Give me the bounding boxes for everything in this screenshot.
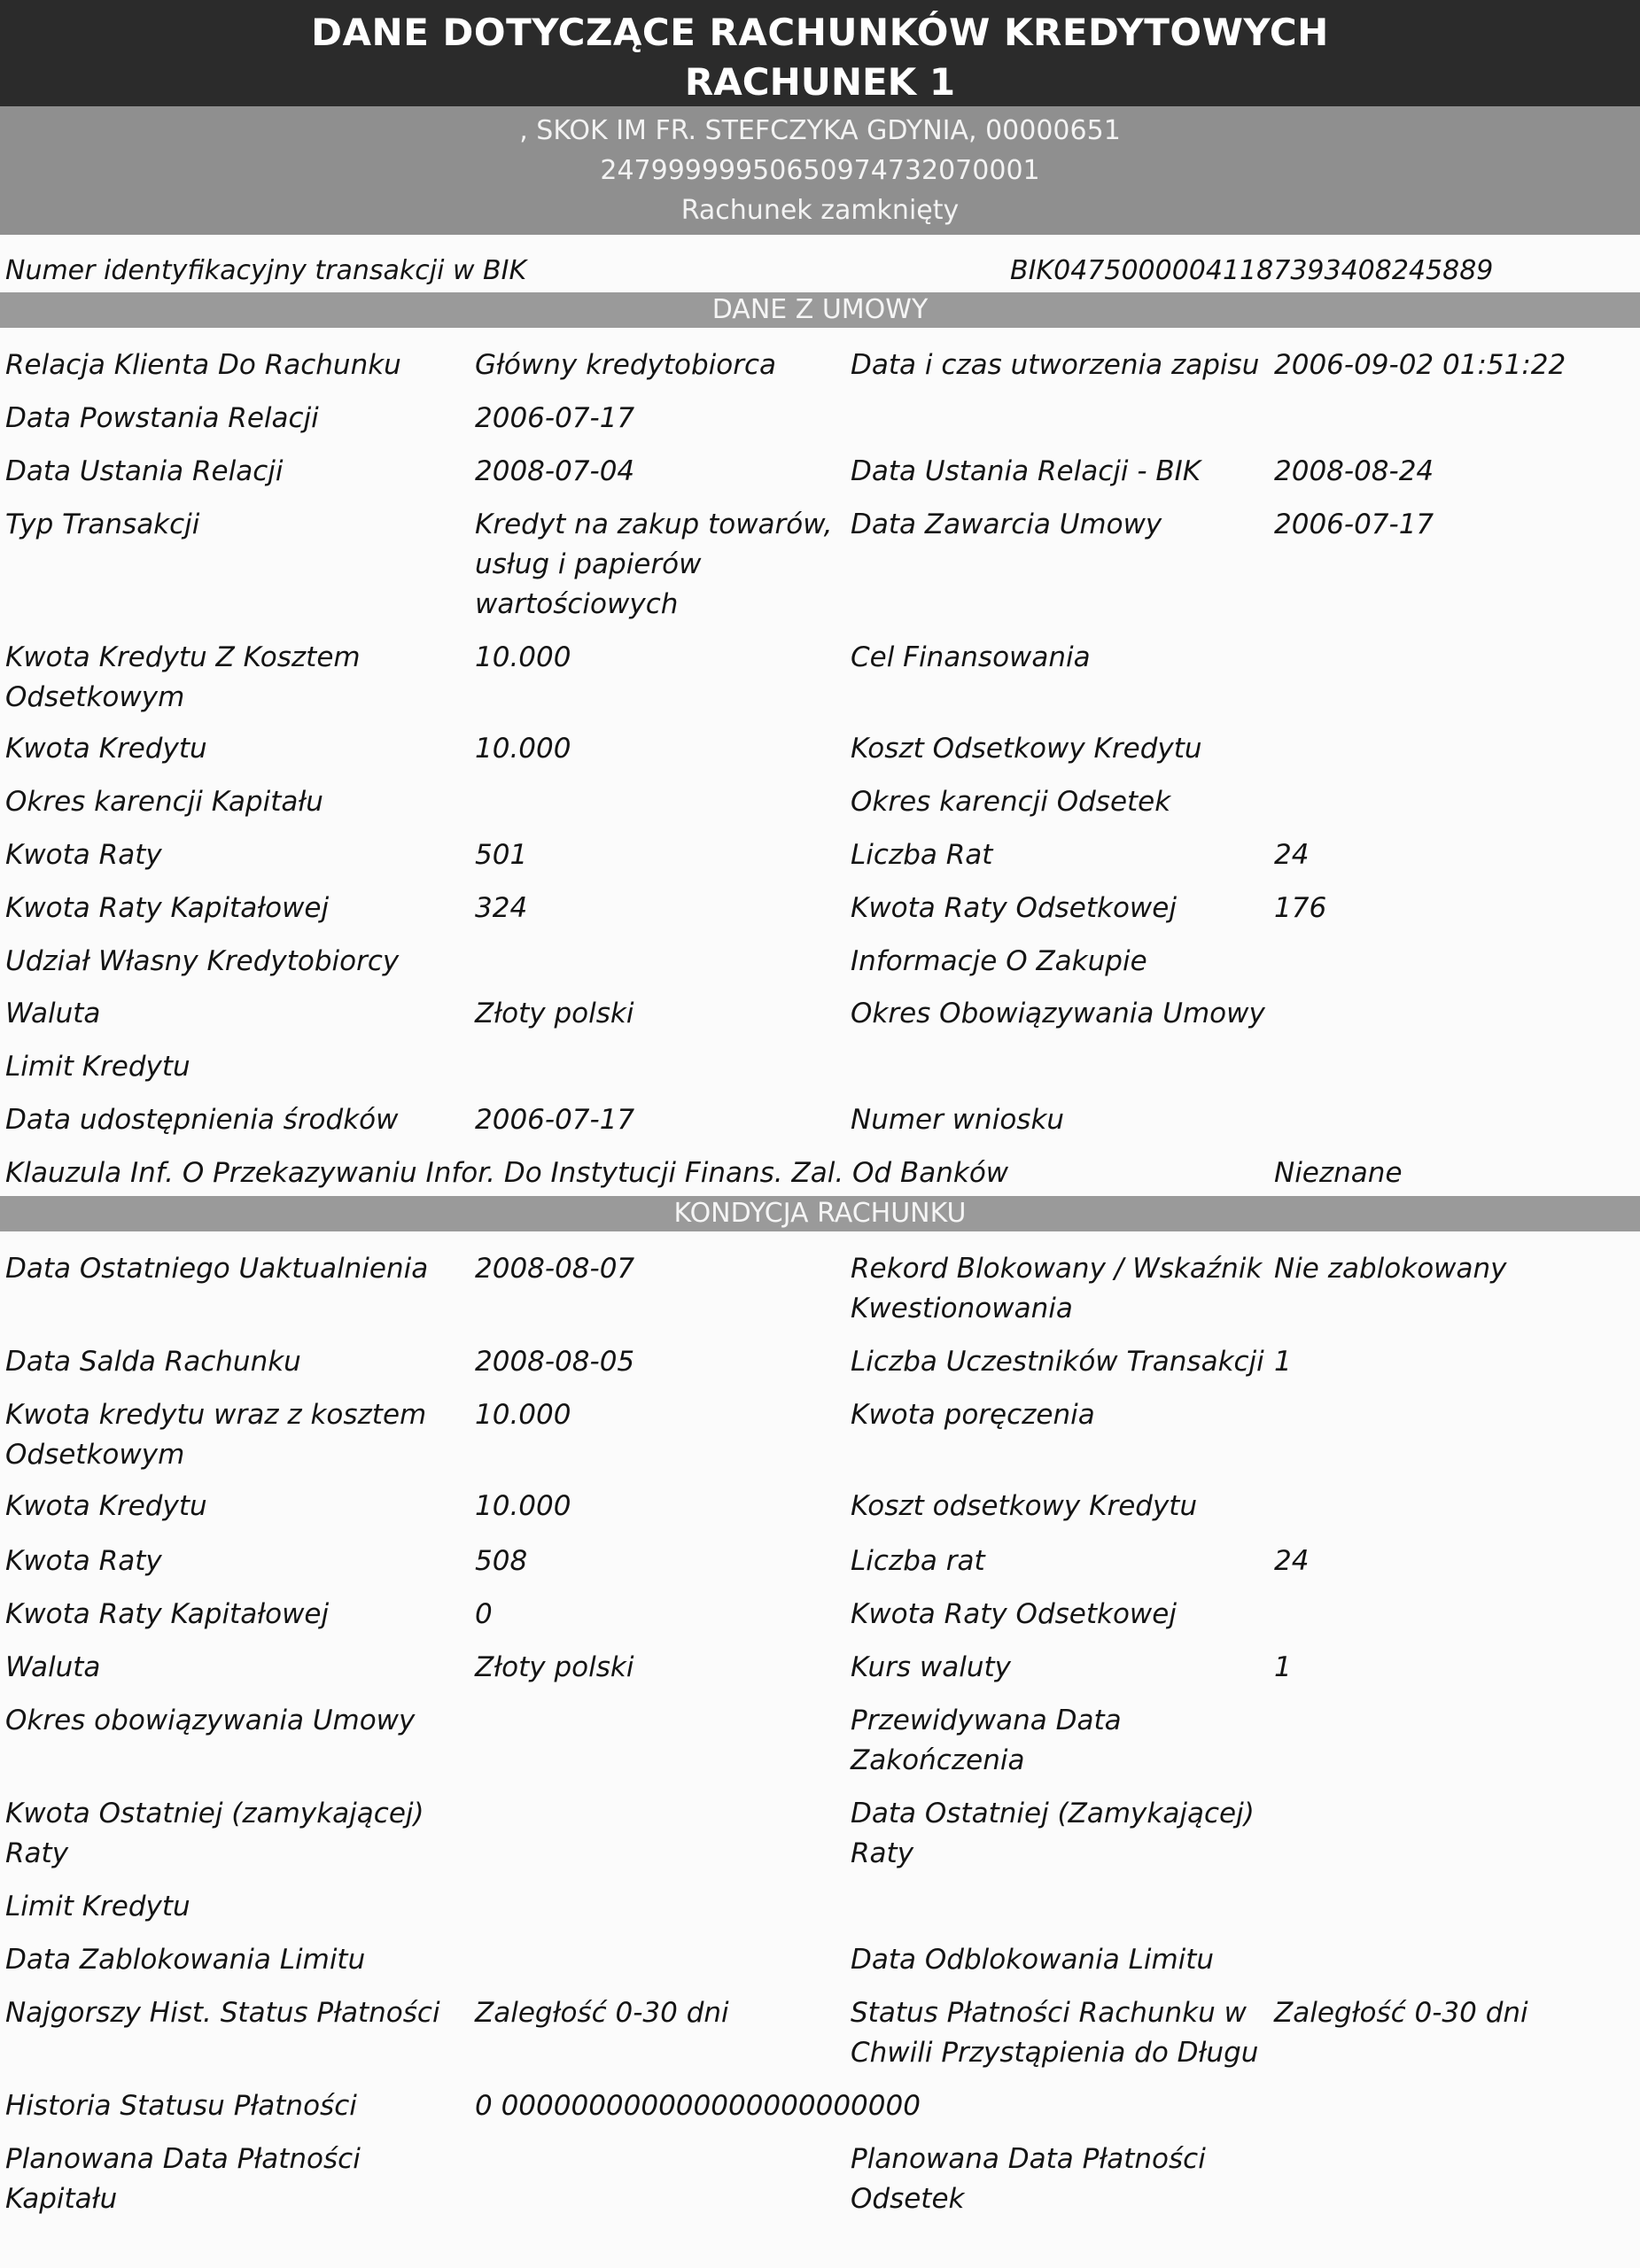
field-label: Data Ustania Relacji - BIK xyxy=(851,455,1201,487)
field-label: Data i czas utworzenia zapisu xyxy=(851,349,1260,381)
field-label: Liczba rat xyxy=(851,1545,985,1577)
bik-value: BIK04750000041187393408245889 xyxy=(1010,255,1494,286)
field-label: Liczba Rat xyxy=(851,839,993,871)
field-label: Najgorszy Hist. Status Płatności xyxy=(5,1997,440,2029)
field-label: Data Ostatniej (Zamykającej) Raty xyxy=(851,1798,1255,1869)
field-label: Przewidywana Data Zakończenia xyxy=(851,1705,1122,1776)
field-value: 508 xyxy=(475,1545,528,1577)
field-label: Okres karencji Kapitału xyxy=(5,786,323,818)
field-label: Limit Kredytu xyxy=(5,1891,190,1922)
field-label: Kwota Raty xyxy=(5,1545,162,1577)
field-label: Kwota Raty Odsetkowej xyxy=(851,892,1177,924)
field-value: 10.000 xyxy=(475,1490,571,1522)
field-label: Kwota Ostatniej (zamykającej) Raty xyxy=(5,1798,424,1869)
section-umowa-heading: DANE Z UMOWY xyxy=(0,292,1640,328)
field-label: Rekord Blokowany / Wskaźnik Kwestionowania xyxy=(851,1253,1263,1324)
field-value: 2008-08-07 xyxy=(475,1253,635,1285)
field-value: 2006-07-17 xyxy=(475,402,635,434)
report-title: DANE DOTYCZĄCE RACHUNKÓW KREDYTOWYCH xyxy=(311,11,1329,54)
field-label: Kwota Raty Kapitałowej xyxy=(5,892,330,924)
field-value: 176 xyxy=(1274,892,1327,924)
field-value: Kredyt na zakup towarów, usług i papierów wartościowych xyxy=(475,509,833,620)
field-value: 2008-08-05 xyxy=(475,1346,635,1378)
field-label: Planowana Data Płatności Odsetek xyxy=(851,2143,1206,2215)
klauzula-label: Klauzula Inf. O Przekazywaniu Infor. Do Instytucji Finans. Zal. Od Banków xyxy=(5,1157,1009,1189)
field-value: 0 000000000000000000000000 xyxy=(475,2090,921,2122)
field-label: Kwota kredytu wraz z kosztem Odsetkowym xyxy=(5,1399,427,1471)
field-label: Data Ustania Relacji xyxy=(5,455,284,487)
field-value: Złoty polski xyxy=(475,998,634,1029)
field-label: Koszt odsetkowy Kredytu xyxy=(851,1490,1198,1522)
field-label: Data Zawarcia Umowy xyxy=(851,509,1162,540)
field-label: Numer wniosku xyxy=(851,1104,1065,1136)
field-label: Kwota Kredytu Z Kosztem Odsetkowym xyxy=(5,641,361,713)
field-value: 10.000 xyxy=(475,1399,571,1431)
field-value: 10.000 xyxy=(475,733,571,765)
field-label: Relacja Klienta Do Rachunku xyxy=(5,349,401,381)
field-value: 2006-07-17 xyxy=(475,1104,635,1136)
field-value: Złoty polski xyxy=(475,1651,634,1683)
field-label: Data udostępnienia środków xyxy=(5,1104,399,1136)
field-value: 0 xyxy=(475,1598,493,1630)
field-label: Planowana Data Płatności Kapitału xyxy=(5,2143,361,2215)
report-header xyxy=(0,0,1640,106)
field-value: 2006-07-17 xyxy=(1274,509,1434,540)
field-label: Waluta xyxy=(5,1651,101,1683)
institution: , SKOK IM FR. STEFCZYKA GDYNIA, 00000651 xyxy=(519,115,1121,146)
field-value: 501 xyxy=(475,839,528,871)
field-label: Kurs waluty xyxy=(851,1651,1012,1683)
account-number: 24799999950650974732070001 xyxy=(600,155,1040,186)
field-label: Udział Własny Kredytobiorcy xyxy=(5,945,400,977)
field-label: Kwota Raty Odsetkowej xyxy=(851,1598,1177,1630)
field-label: Historia Statusu Płatności xyxy=(5,2090,357,2122)
field-value: Zaległość 0-30 dni xyxy=(1274,1997,1528,2029)
field-label: Cel Finansowania xyxy=(851,641,1091,673)
field-label: Data Powstania Relacji xyxy=(5,402,319,434)
field-label: Kwota Raty Kapitałowej xyxy=(5,1598,330,1630)
field-label: Kwota Kredytu xyxy=(5,1490,207,1522)
field-label: Liczba Uczestników Transakcji xyxy=(851,1346,1264,1378)
field-value: 24 xyxy=(1274,839,1310,871)
field-value: 2008-07-04 xyxy=(475,455,635,487)
klauzula-value: Nieznane xyxy=(1274,1157,1403,1189)
field-value: 10.000 xyxy=(475,641,571,673)
field-label: Limit Kredytu xyxy=(5,1051,190,1083)
field-label: Status Płatności Rachunku w Chwili Przystąpienia do Długu xyxy=(851,1997,1259,2069)
field-value: 324 xyxy=(475,892,528,924)
field-label: Kwota Kredytu xyxy=(5,733,207,765)
field-label: Data Salda Rachunku xyxy=(5,1346,301,1378)
field-label: Data Ostatniego Uaktualnienia xyxy=(5,1253,429,1285)
field-value: 24 xyxy=(1274,1545,1310,1577)
field-label: Typ Transakcji xyxy=(5,509,200,540)
field-label: Kwota poręczenia xyxy=(851,1399,1095,1431)
field-label: Informacje O Zakupie xyxy=(851,945,1147,977)
field-label: Okres obowiązywania Umowy xyxy=(5,1705,416,1736)
field-value: Nie zablokowany xyxy=(1274,1253,1507,1285)
field-value: Główny kredytobiorca xyxy=(475,349,777,381)
field-label: Data Odblokowania Limitu xyxy=(851,1944,1215,1976)
field-value: 2006-09-02 01:51:22 xyxy=(1274,349,1566,381)
field-value: 2008-08-24 xyxy=(1274,455,1434,487)
field-label: Koszt Odsetkowy Kredytu xyxy=(851,733,1202,765)
section-kondycja-heading: KONDYCJA RACHUNKU xyxy=(0,1196,1640,1231)
field-label: Kwota Raty xyxy=(5,839,162,871)
account-title: RACHUNEK 1 xyxy=(684,60,956,104)
account-info xyxy=(0,106,1640,235)
field-value: Zaległość 0-30 dni xyxy=(475,1997,729,2029)
account-status: Rachunek zamknięty xyxy=(680,195,960,226)
field-value: 1 xyxy=(1274,1651,1292,1683)
field-label: Data Zablokowania Limitu xyxy=(5,1944,366,1976)
field-label: Waluta xyxy=(5,998,101,1029)
bik-label: Numer identyfikacyjny transakcji w BIK xyxy=(5,255,527,286)
field-label: Okres Obowiązywania Umowy xyxy=(851,998,1265,1029)
field-label: Okres karencji Odsetek xyxy=(851,786,1171,818)
field-value: 1 xyxy=(1274,1346,1292,1378)
